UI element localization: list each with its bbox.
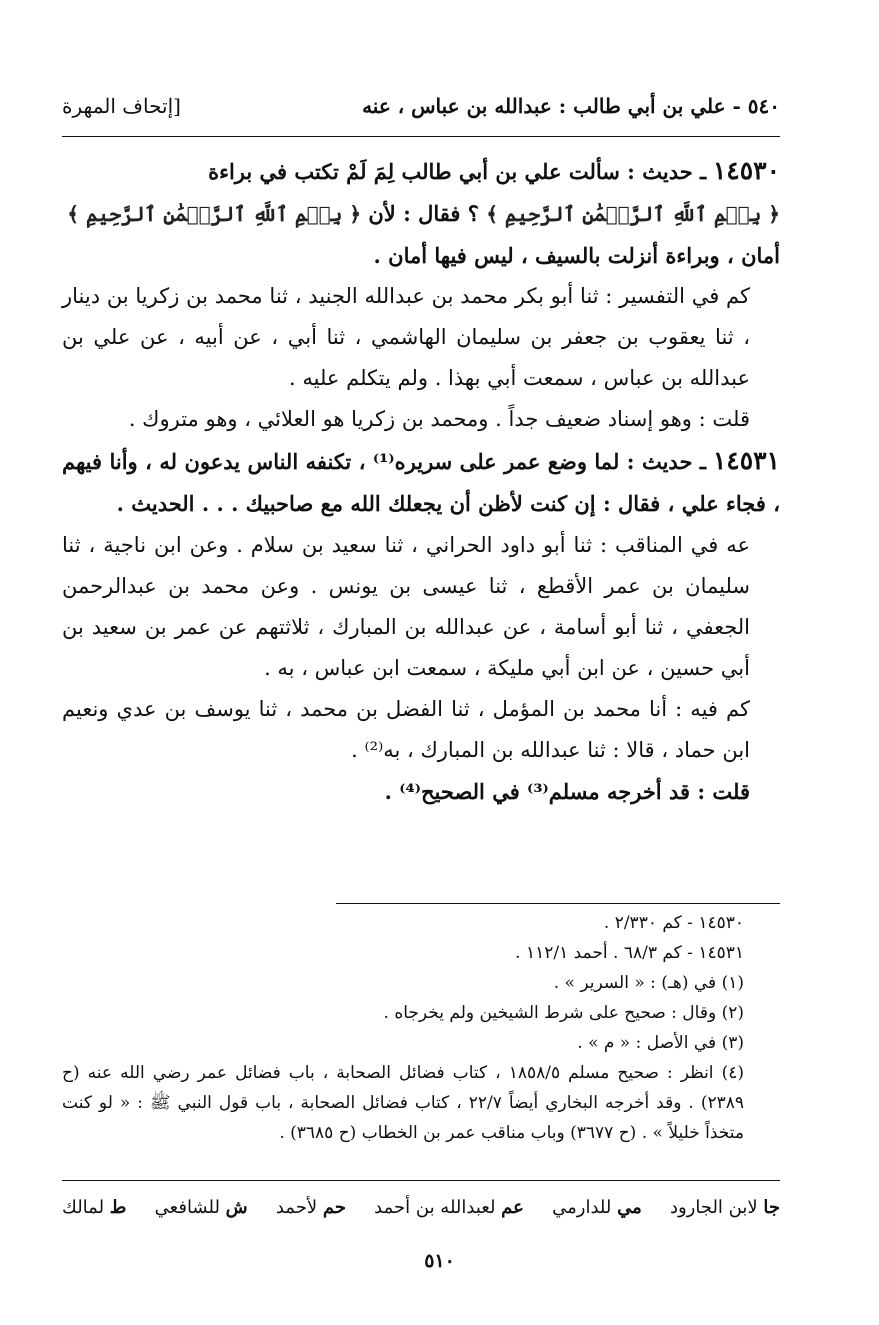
book-title: [إتحاف المهرة (62, 94, 181, 118)
hadith-number: ١٤٥٣١ (712, 446, 780, 475)
hadith-14530-line3: أمان ، وبراءة أنزلت بالسيف ، ليس فيها أمان . (373, 243, 780, 268)
hadith-14530-comment: قلت : وهو إسناد ضعيف جداً . ومحمد بن زكريا هو العلائي ، وهو متروك . (128, 407, 750, 431)
basmala-symbol: ﴿ بِسۡمِ ٱللَّهِ ٱلرَّحۡمَٰنِ ٱلرَّحِيمِ ﴾ (486, 202, 780, 226)
header-rule (62, 136, 780, 137)
abbreviation: ش للشافعي (154, 1197, 248, 1218)
abbreviation: جا لابن الجارود (669, 1197, 780, 1218)
hadith-question: ؟ فقال : لأن (368, 201, 479, 226)
hadith-14530-title (62, 150, 780, 193)
abbreviation: ط لمالك (62, 1197, 127, 1218)
abbreviation-key (62, 1190, 780, 1226)
footnote: (٣) في الأصل : « م » . (577, 1033, 744, 1053)
footnote: ١٤٥٣٠ - كم ٢/٣٣٠ . (603, 913, 744, 933)
hadith-text: ـ حديث : لما وضع عمر على سريره⁽¹⁾ ، تكنفه الناس يدعون له ، وأنا فيهم ، فجاء علي ، فقال : إن كنت لأظن أن يجعلك الله مع صاحبيك . . . الحديث . (62, 449, 780, 516)
footnotes (62, 908, 780, 1148)
footnote-rule (336, 903, 780, 904)
basmala-symbol-2: ﴿ بِسۡمِ ٱللَّهِ ٱلرَّحۡمَٰنِ ٱلرَّحِيمِ ﴾ (67, 202, 362, 226)
footnote: ١٤٥٣١ - كم ٦٨/٣ . أحمد ١١٢/١ . (515, 943, 744, 963)
hadith-14531-source-2: كم فيه : أنا محمد بن المؤمل ، ثنا الفضل بن محمد ، ثنا يوسف بن عدي ونعيم ابن حماد ، قالا : ثنا عبدالله بن المبارك ، به⁽²⁾ . (62, 697, 750, 762)
page-header (62, 86, 780, 126)
abbreviation: عم لعبدالله بن أحمد (374, 1197, 524, 1218)
hadith-14530-source: كم في التفسير : ثنا أبو بكر محمد بن عبدالله الجنيد ، ثنا محمد بن زكريا بن دينار ، ثنا يعقوب بن جعفر بن سليمان الهاشمي ، ثنا أبي ، عن أبيه ، عن علي بن عبدالله بن عباس ، سمعت أبي بهذا . ولم يتكلم عليه . (62, 284, 750, 390)
hadith-14530-basmala-line (62, 193, 780, 235)
hadith-number: ١٤٥٣٠ (712, 156, 780, 185)
main-text (62, 150, 780, 812)
running-title: ٥٤٠ - علي بن أبي طالب : عبدالله بن عباس ، عنه (362, 94, 780, 118)
footnote: (٤) انظر : صحيح مسلم ١٨٥٨/٥ ، كتاب فضائل الصحابة ، باب فضائل عمر رضي الله عنه (ح ٢٣٨٩) . وقد أخرجه البخاري أيضاً ٢٢/٧ ، كتاب فضائل الصحابة ، باب قول النبي ﷺ : « لو كنت متخذاً خليلاً » . (ح ٣٦٧٧) وباب مناقب عمر بن الخطاب (ح ٣٦٨٥) . (62, 1063, 744, 1143)
abbreviation: حم لأحمد (275, 1197, 346, 1218)
hadith-14531-source-1: عه في المناقب : ثنا أبو داود الحراني ، ثنا سعيد بن سلام . وعن ابن ناجية ، ثنا سليمان بن عمر الأقطع ، ثنا عيسى بن يونس . وعن محمد بن عبدالرحمن الجعفي ، ثنا أبو أسامة ، عن عبدالله بن المبارك ، ثلاثتهم عن عمر بن سعيد بن أبي حسين ، عن ابن أبي مليكة ، سمعت ابن عباس ، به . (62, 533, 750, 680)
hadith-text: ـ حديث : سألت علي بن أبي طالب لِمَ لَمْ تكتب في براءة (208, 159, 707, 184)
hadith-14531-comment: قلت : قد أخرجه مسلم⁽³⁾ في الصحيح⁽⁴⁾ . (384, 779, 750, 804)
abbreviation: مي للدارمي (552, 1197, 642, 1218)
hadith-14531-title (62, 440, 780, 525)
page-number: ٥١٠ (424, 1250, 455, 1272)
footnote: (٢) وقال : صحيح على شرط الشيخين ولم يخرجاه . (383, 1003, 744, 1023)
abbreviation-rule (62, 1180, 780, 1181)
footnote: (١) في (هـ) : « السرير » . (553, 973, 744, 993)
